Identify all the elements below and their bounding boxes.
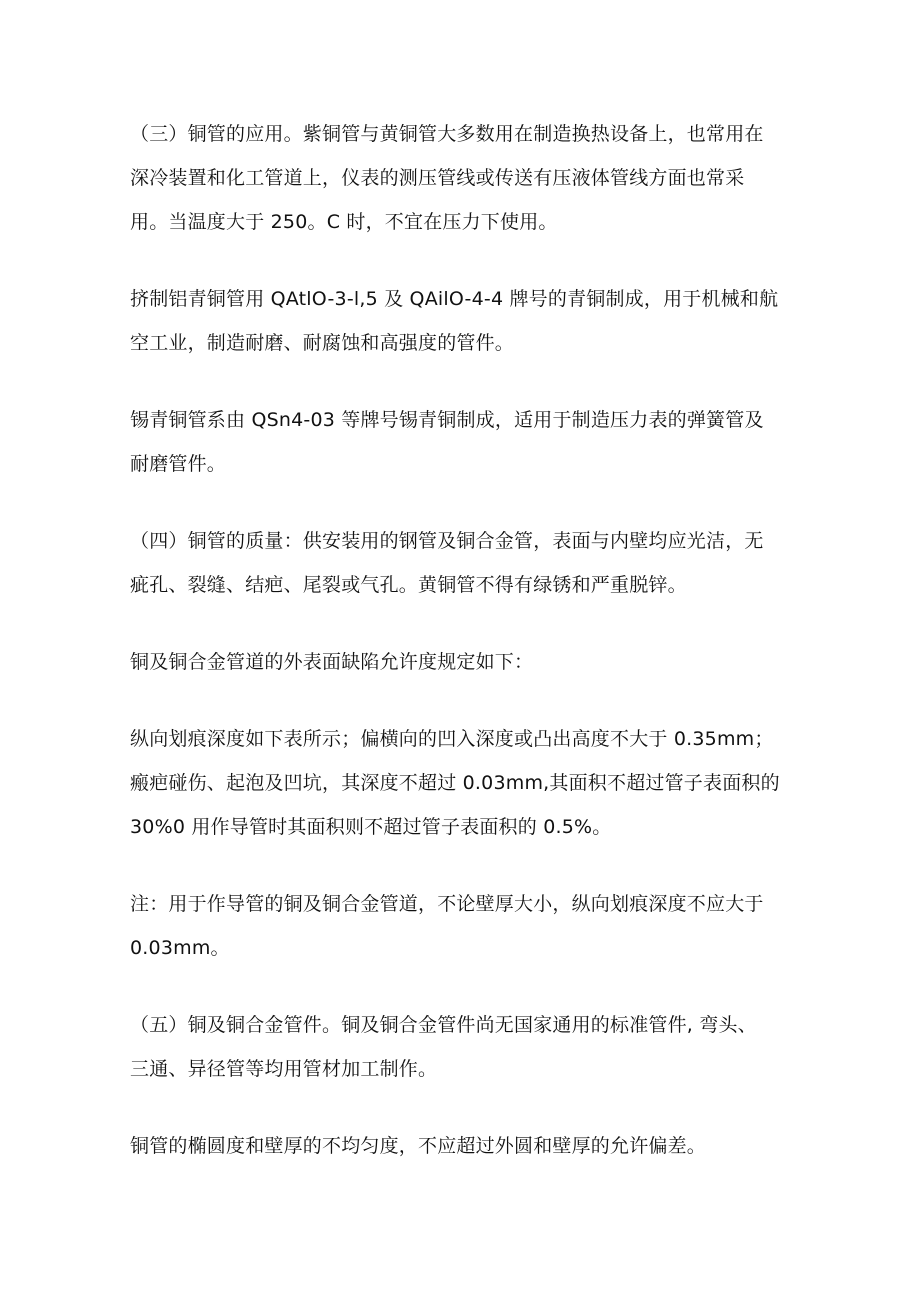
paragraph-copper-pipe-quality (130, 519, 795, 607)
text-line: 耐磨管件。 (130, 453, 227, 475)
text-line: 三通、异径管等均用管材加工制作。 (130, 1058, 438, 1080)
paragraph-tin-bronze-pipe (130, 398, 795, 486)
text-line: 0.03mm。 (130, 937, 230, 959)
text-line: （三）铜管的应用。紫铜管与黄铜管大多数用在制造换热设备上，也常用在 (130, 123, 764, 145)
text-line: 疵孔、裂缝、结疤、尾裂或气孔。黄铜管不得有绿锈和严重脱锌。 (130, 574, 687, 596)
text-line: 铜及铜合金管道的外表面缺陷允许度规定如下： (130, 651, 534, 673)
text-line: （五）铜及铜合金管件。铜及铜合金管件尚无国家通用的标准管件, 弯头、 (130, 1014, 757, 1036)
text-line: 锡青铜管系由 QSn4-03 等牌号锡青铜制成，适用于制造压力表的弹簧管及 (130, 409, 764, 431)
text-line: 30%0 用作导管时其面积则不超过管子表面积的 0.5%。 (130, 816, 612, 838)
paragraph-ovality-tolerance (130, 1124, 795, 1168)
document-body (130, 112, 795, 1168)
text-line: 用。当温度大于 250。C 时，不宜在压力下使用。 (130, 211, 558, 233)
text-line: 注：用于作导管的铜及铜合金管道，不论壁厚大小，纵向划痕深度不应大于 (130, 893, 764, 915)
text-line: 瘢疤碰伤、起泡及凹坑，其深度不超过 0.03mm,其面积不超过管子表面积的 (130, 772, 780, 794)
text-line: 空工业，制造耐磨、耐腐蚀和高强度的管件。 (130, 332, 515, 354)
text-line: 纵向划痕深度如下表所示；偏横向的凹入深度或凸出高度不大于 0.35mm； (130, 728, 774, 750)
paragraph-copper-pipe-application (130, 112, 795, 244)
text-line: （四）铜管的质量：供安装用的钢管及铜合金管，表面与内壁均应光洁，无 (130, 530, 764, 552)
paragraph-aluminum-bronze-pipe (130, 277, 795, 365)
text-line: 深冷装置和化工管道上，仪表的测压管线或传送有压液体管线方面也常采 (130, 167, 745, 189)
paragraph-defect-tolerances (130, 717, 795, 849)
text-line: 挤制铝青铜管用 QAtlO-3-l,5 及 QAilO-4-4 牌号的青铜制成，用于机械和航 (130, 288, 779, 310)
paragraph-copper-fittings (130, 1003, 795, 1091)
text-line: 铜管的椭圆度和壁厚的不均匀度，不应超过外圆和壁厚的允许偏差。 (130, 1135, 707, 1157)
paragraph-note (130, 882, 795, 970)
paragraph-surface-defect-intro (130, 640, 795, 684)
